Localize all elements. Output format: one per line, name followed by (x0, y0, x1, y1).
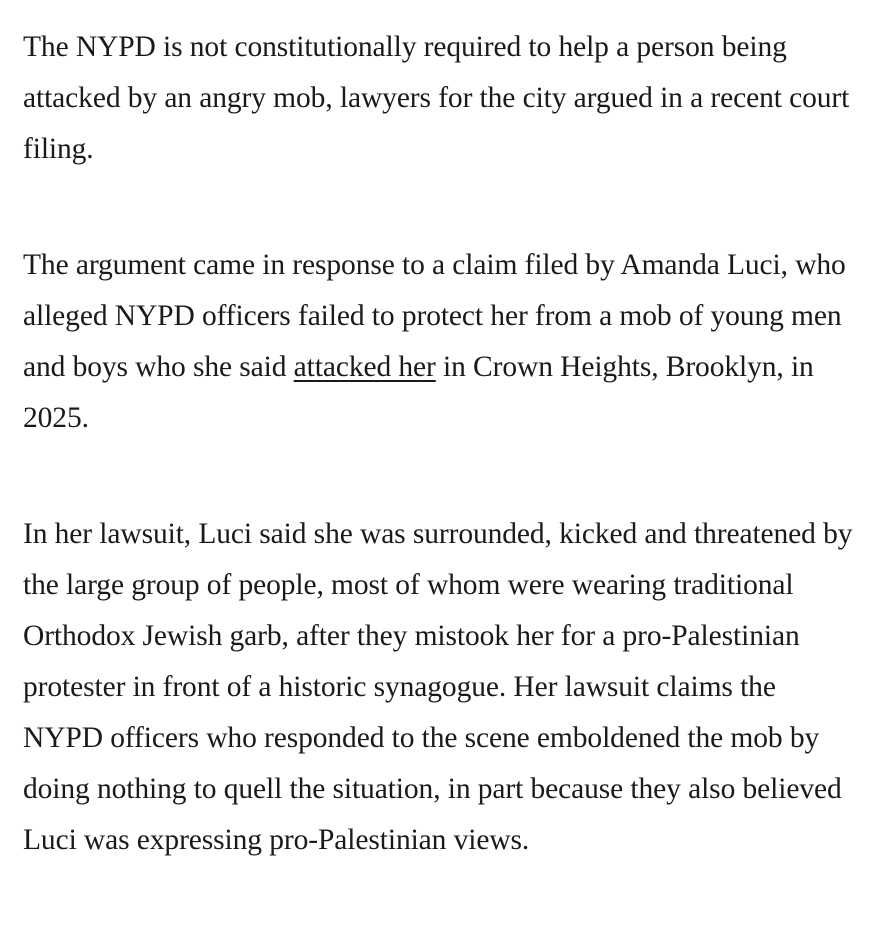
attacked-her-link[interactable]: attacked her (293, 351, 436, 383)
paragraph-2 (23, 240, 854, 444)
paragraph-1: The NYPD is not constitutionally required to help a person being attacked by an angry mob, lawyers for the city argued in a recent court filing. (23, 31, 850, 165)
paragraph-2-text-before-link: The argument came in response to a claim filed by Amanda Luci, who alleged NYPD officers failed to protect her from a mob of young men and boys who she said (23, 249, 846, 383)
paragraph-2-text-after-link: in Crown Heights, Brooklyn, in 2025. (23, 351, 814, 434)
paragraph-3: In her lawsuit, Luci said she was surrounded, kicked and threatened by the large group of people, most of whom were wearing traditional Orthodox Jewish garb, after they mistook her for a pro-Palestinian protester in front of a historic synagogue. Her lawsuit claims the NYPD officers who responded to the scene emboldened the mob by doing nothing to quell the situation, in part because they also believed Luci was expressing pro-Palestinian views. (23, 518, 853, 856)
